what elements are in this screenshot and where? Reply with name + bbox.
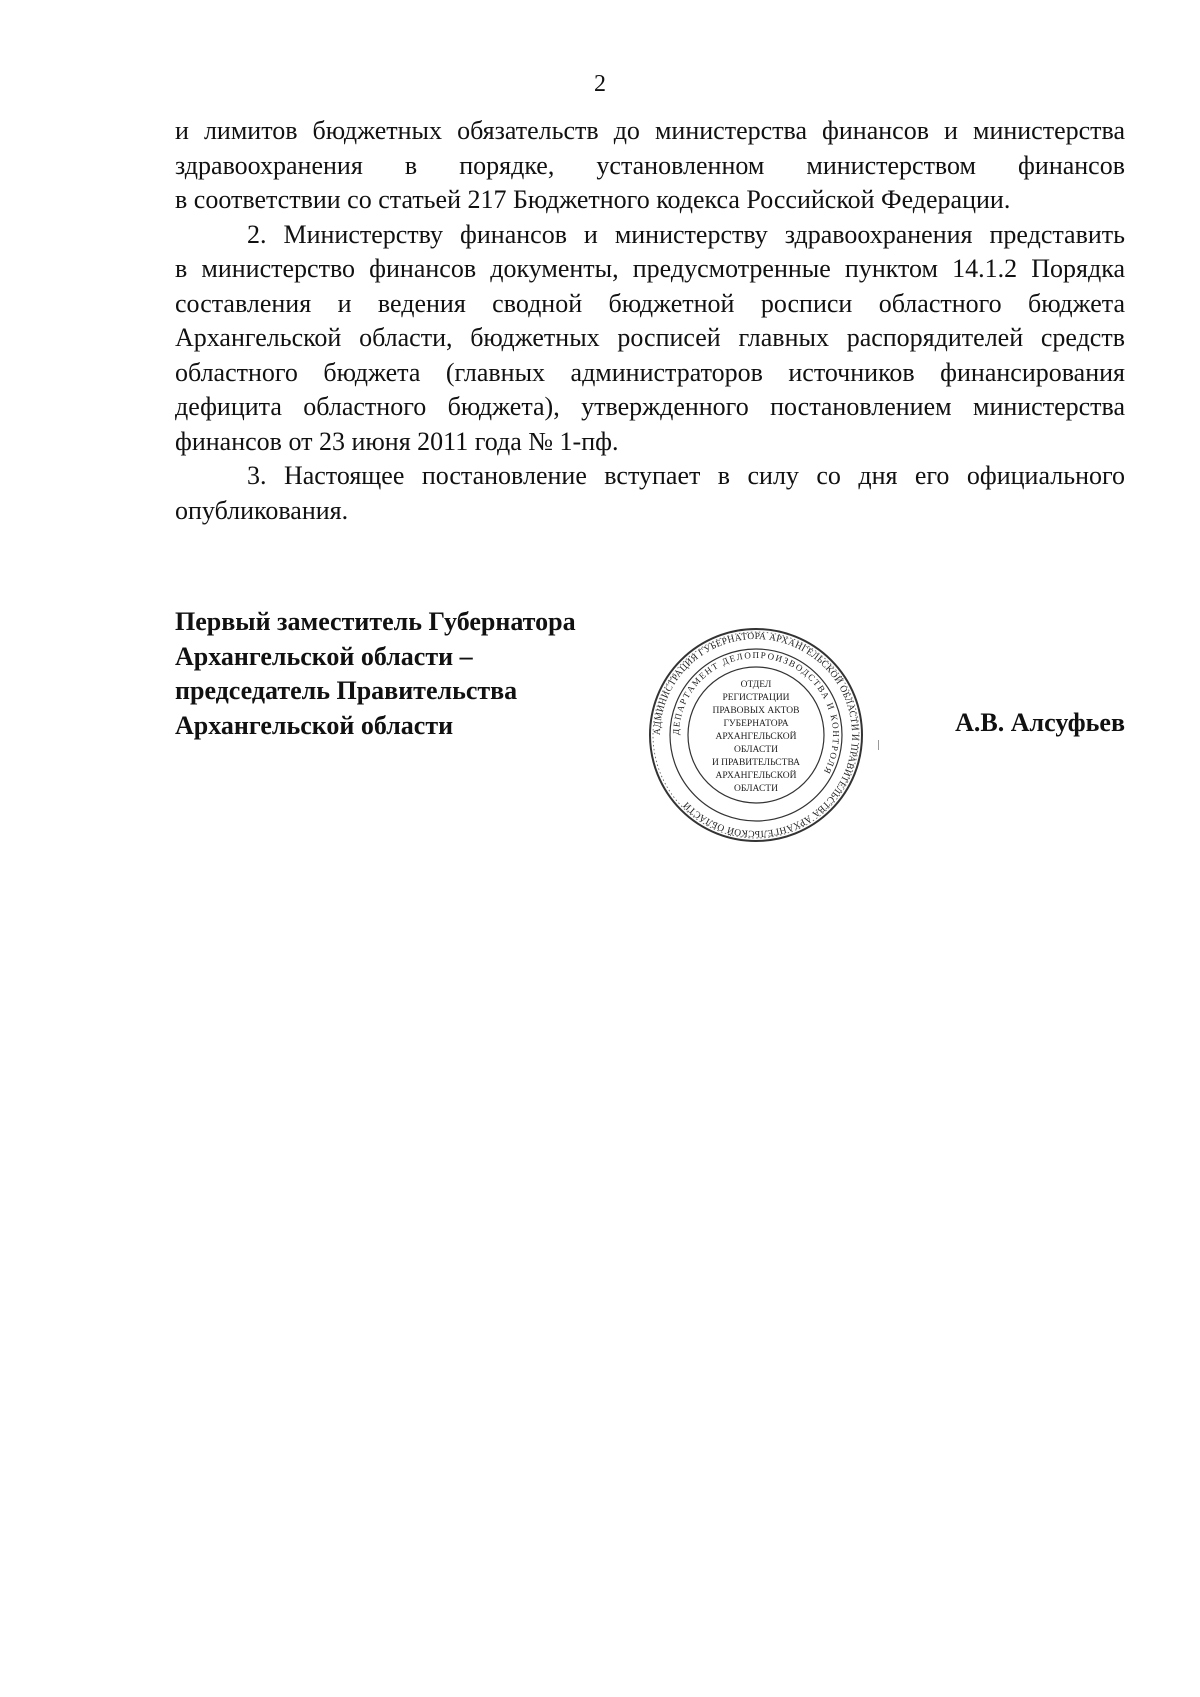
svg-text:ОТДЕЛ: ОТДЕЛ [740, 680, 772, 690]
paragraph-2-line: Архангельской области, бюджетных росписей главных распорядителей средств [175, 323, 1125, 352]
stamp-seal [646, 625, 866, 845]
paragraph-2 [175, 218, 1125, 460]
paragraph-2-line: составления и ведения сводной бюджетной росписи областного бюджета [175, 288, 1125, 318]
paragraph-2-line: финансов от 23 июня 2011 года № 1-пф. [175, 426, 619, 456]
signatory-position [175, 605, 576, 743]
paragraph-2-line: дефицита областного бюджета), утвержденного постановлением министерства [175, 392, 1125, 421]
official-stamp [646, 625, 866, 845]
svg-text:ПРАВОВЫХ АКТОВ: ПРАВОВЫХ АКТОВ [712, 706, 800, 716]
signatory-position-line: Первый заместитель Губернатора [175, 607, 576, 636]
signatory-name: А.В. Алсуфьев [955, 708, 1125, 737]
scan-artifact-mark [878, 740, 879, 750]
paragraph-1-line: и лимитов бюджетных обязательств до министерства финансов и министерства [175, 116, 1125, 145]
page-number: 2 [594, 71, 606, 97]
signatory-position-line: председатель Правительства [175, 676, 518, 705]
paragraph-2-line: областного бюджета (главных администраторов источников финансирования [175, 357, 1125, 387]
svg-text:АРХАНГЕЛЬСКОЙ: АРХАНГЕЛЬСКОЙ [715, 771, 797, 781]
signatory-position-line: Архангельской области [175, 710, 454, 740]
svg-text:ОБЛАСТИ: ОБЛАСТИ [734, 745, 778, 755]
paragraph-3 [175, 459, 1125, 528]
paragraph-2-line: 2. Министерству финансов и министерству здравоохранения представить [247, 219, 1125, 249]
paragraph-1 [175, 114, 1125, 218]
paragraph-1-line: здравоохранения в порядке, установленном министерством финансов [175, 150, 1125, 180]
paragraph-3-line: опубликования. [175, 495, 349, 525]
document-body [175, 114, 1125, 528]
stamp-center-text [712, 680, 800, 794]
paragraph-3-line: 3. Настоящее постановление вступает в силу со дня его официального [247, 461, 1125, 490]
stamp-inner-ring-text: ДЕПАРТАМЕНТ ДЕЛОПРОИЗВОДСТВА И КОНТРОЛЯ [670, 649, 842, 777]
svg-text:ОБЛАСТИ: ОБЛАСТИ [734, 784, 778, 794]
paragraph-1-line: в соответствии со статьей 217 Бюджетного кодекса Российской Федерации. [175, 185, 1011, 214]
paragraph-2-line: в министерство финансов документы, предусмотренные пунктом 14.1.2 Порядка [175, 254, 1125, 283]
signatory-position-line: Архангельской области – [175, 641, 473, 671]
stamp-outer-text: АДМИНИСТРАЦИЯ ГУБЕРНАТОРА АРХАНГЕЛЬСКОЙ ОБЛАСТИ И ПРАВИТЕЛЬСТВА АРХАНГЕЛЬСКОЙ ОБЛАСТИ [652, 631, 860, 839]
svg-text:АРХАНГЕЛЬСКОЙ: АРХАНГЕЛЬСКОЙ [715, 732, 797, 742]
svg-text:ГУБЕРНАТОРА: ГУБЕРНАТОРА [723, 719, 789, 729]
svg-text:И ПРАВИТЕЛЬСТВА: И ПРАВИТЕЛЬСТВА [711, 758, 801, 768]
svg-text:РЕГИСТРАЦИИ: РЕГИСТРАЦИИ [722, 693, 790, 703]
